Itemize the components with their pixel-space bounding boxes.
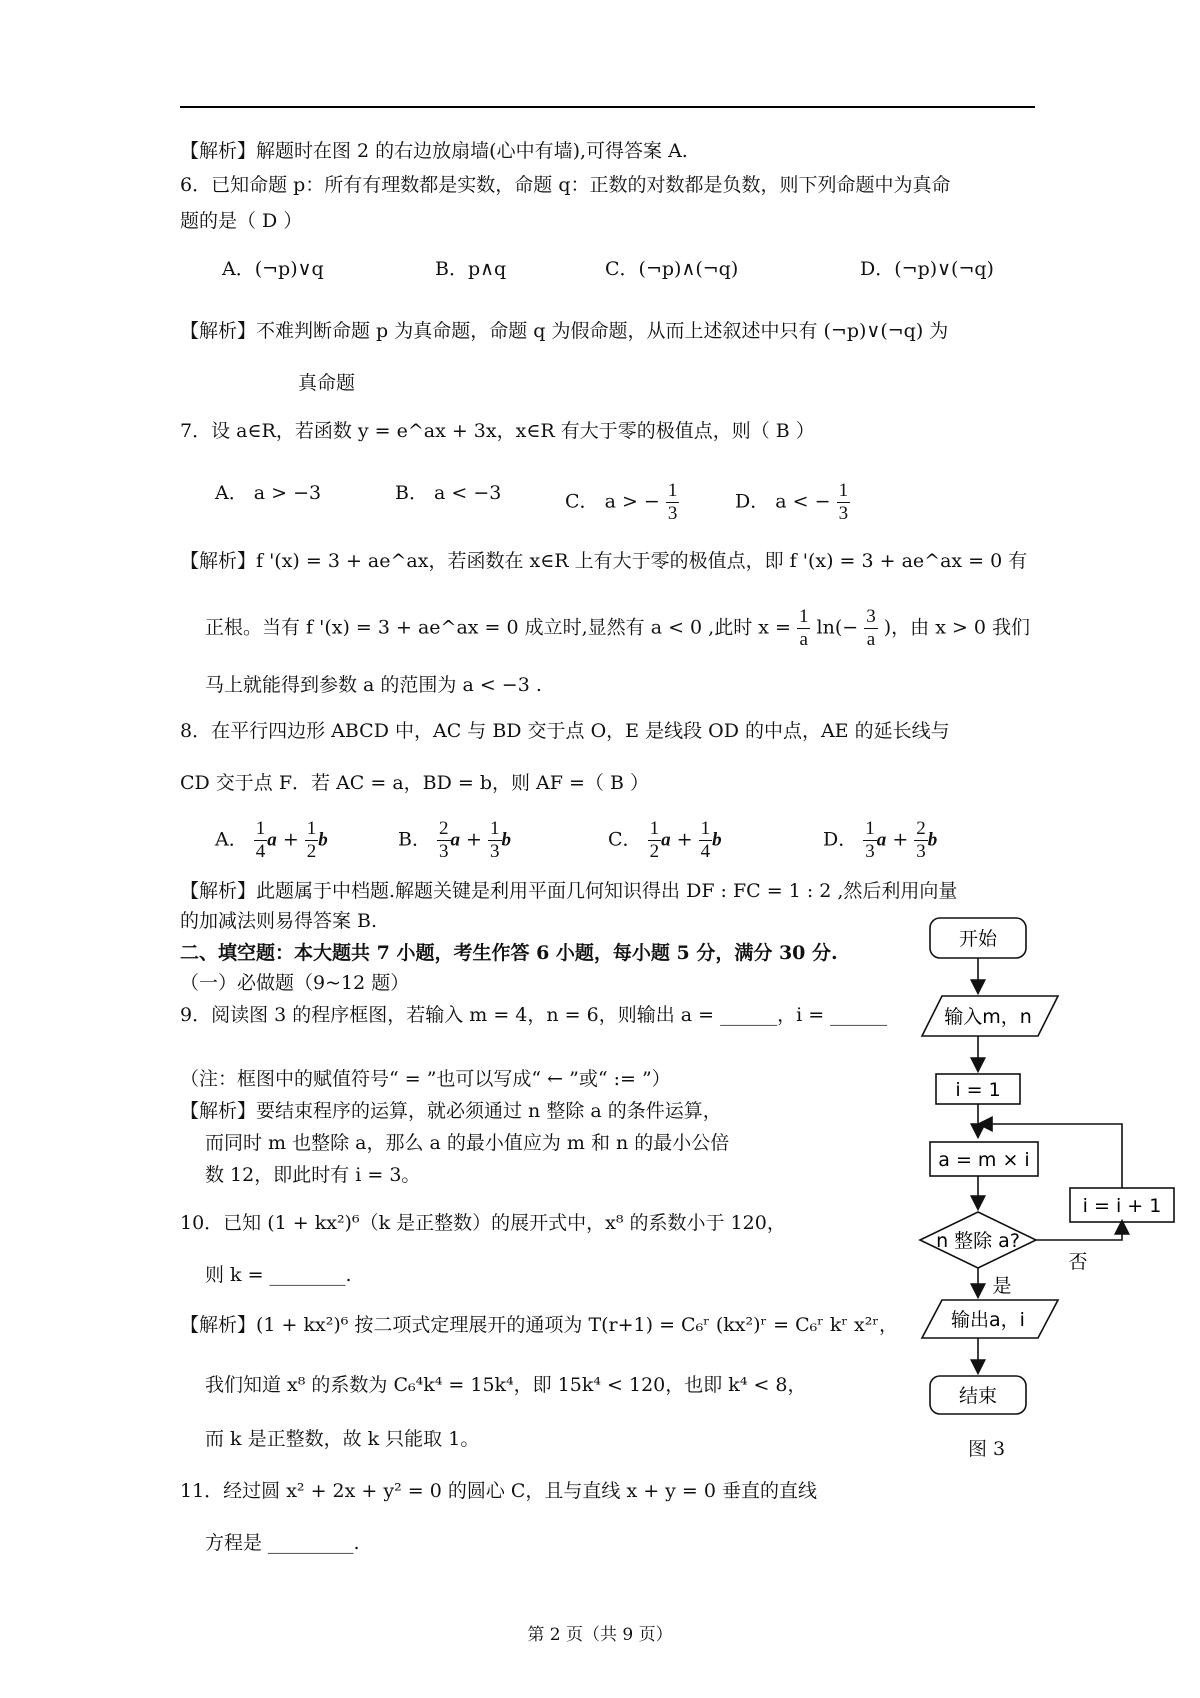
section-2-subheading: （一）必做题（9~12 题） bbox=[180, 972, 410, 994]
flow-init-label: i = 1 bbox=[955, 1079, 1001, 1101]
flow-end-label: 结束 bbox=[958, 1385, 998, 1407]
q8-solution-line1: 【解析】此题属于中档题.解题关键是利用平面几何知识得出 DF : FC = 1 : 2 ,然后利用向量 bbox=[180, 880, 958, 902]
question-7: 7．设 a∈R，若函数 y = e^ax + 3x，x∈R 有大于零的极值点，则（ B ） bbox=[180, 420, 815, 442]
q7-solution-line1: 【解析】f '(x) = 3 + ae^ax，若函数在 x∈R 上有大于零的极值点，即 f '(x) = 3 + ae^ax = 0 有 bbox=[180, 550, 1028, 572]
section-2-heading: 二、填空题：本大题共 7 小题，考生作答 6 小题，每小题 5 分，满分 30 分. bbox=[180, 942, 838, 964]
question-6-line1: 6．已知命题 p：所有有理数都是实数，命题 q：正数的对数都是负数，则下列命题中为真命 bbox=[180, 174, 951, 196]
q6-solution-line1: 【解析】不难判断命题 p 为真命题，命题 q 为假命题，从而上述叙述中只有 (¬p)∨(¬q) 为 bbox=[180, 320, 949, 342]
flow-no-label: 否 bbox=[1068, 1251, 1088, 1273]
q9-solution-line2: 而同时 m 也整除 a，那么 a 的最小值应为 m 和 n 的最小公倍 bbox=[205, 1132, 730, 1154]
q10-solution-line1: 【解析】(1 + kx²)⁶ 按二项式定理展开的通项为 T(r+1) = C₆ʳ (kx²)ʳ = C₆ʳ kʳ x²ʳ， bbox=[180, 1314, 898, 1336]
header-rule bbox=[180, 106, 1035, 108]
question-11-line1: 11．经过圆 x² + 2x + y² = 0 的圆心 C，且与直线 x + y = 0 垂直的直线 bbox=[180, 1480, 818, 1502]
solution-q5: 【解析】解题时在图 2 的右边放扇墙(心中有墙),可得答案 A. bbox=[180, 140, 688, 162]
flow-input-label: 输入m，n bbox=[944, 1006, 1032, 1028]
question-6-line2: 题的是（ D ） bbox=[180, 210, 303, 232]
q10-solution-line2: 我们知道 x⁸ 的系数为 C₆⁴k⁴ = 15k⁴，即 15k⁴ < 120，也即 k⁴ < 8， bbox=[205, 1374, 807, 1396]
q8-option-a: A． $\frac{1}{4}$ a + $\frac{1}{2}$ b bbox=[215, 818, 328, 862]
question-8-line2: CD 交于点 F．若 AC = a，BD = b，则 AF =（ B ） bbox=[180, 772, 649, 794]
question-10-line2: 则 k = ________. bbox=[205, 1264, 352, 1286]
q7-option-c-fraction: $\frac{1}{3}$ bbox=[667, 480, 678, 524]
q7-solution-line2: 正根。当有 f '(x) = 3 + ae^ax = 0 成立时,显然有 a < 0 ,此时 x = $\frac{1}{a}$ ln(− $\frac{3}{a}$ )，由 x > 0 我们 bbox=[205, 606, 1031, 650]
program-flowchart bbox=[900, 910, 1180, 1430]
question-9: 9．阅读图 3 的程序框图，若输入 m = 4，n = 6，则输出 a = ______，i = ______ bbox=[180, 1004, 888, 1026]
q7-option-d-fraction: $\frac{1}{3}$ bbox=[838, 480, 849, 524]
q8-option-d: D． $\frac{1}{3}$ a + $\frac{2}{3}$ b bbox=[823, 818, 938, 862]
question-10-line1: 10．已知 (1 + kx²)⁶（k 是正整数）的展开式中，x⁸ 的系数小于 120， bbox=[180, 1212, 786, 1234]
q7-solution-frac1: $\frac{1}{a}$ bbox=[798, 606, 809, 650]
q9-solution-line1: 【解析】要结束程序的运算，就必须通过 n 整除 a 的条件运算， bbox=[180, 1100, 722, 1122]
q7-solution-frac2: $\frac{3}{a}$ bbox=[866, 606, 876, 650]
flow-assign-label: a = m × i bbox=[938, 1149, 1030, 1171]
q7-option-a: A． a > −3 bbox=[215, 482, 322, 504]
q7-option-d bbox=[735, 480, 850, 525]
q7-option-c bbox=[565, 480, 679, 525]
q7-solution-line3: 马上就能得到参数 a 的范围为 a < −3 . bbox=[205, 674, 542, 696]
question-11-line2: 方程是 _________. bbox=[205, 1532, 360, 1554]
q9-solution-line3: 数 12，即此时有 i = 3。 bbox=[205, 1164, 421, 1186]
flow-increment-label: i = i + 1 bbox=[1082, 1195, 1162, 1217]
q6-option-d: D．(¬p)∨(¬q) bbox=[860, 258, 994, 280]
q6-option-b: B．p∧q bbox=[435, 258, 507, 280]
flow-start-label: 开始 bbox=[958, 928, 998, 950]
q6-option-c: C．(¬p)∧(¬q) bbox=[605, 258, 739, 280]
q8-solution-line2: 的加减法则易得答案 B. bbox=[180, 910, 378, 932]
flow-condition-label: n 整除 a? bbox=[936, 1230, 1020, 1252]
figure-3-caption: 图 3 bbox=[968, 1438, 1006, 1460]
q6-option-a: A．(¬p)∨q bbox=[222, 258, 324, 280]
question-8-line1: 8．在平行四边形 ABCD 中，AC 与 BD 交于点 O，E 是线段 OD 的中点，AE 的延长线与 bbox=[180, 720, 950, 742]
flow-yes-label: 是 bbox=[992, 1275, 1012, 1297]
q7-option-b: B． a < −3 bbox=[395, 482, 502, 504]
q7-option-d-text: D． a < − bbox=[735, 490, 831, 513]
q9-note: （注：框图中的赋值符号“ = ”也可以写成“ ← ”或“ := ”） bbox=[180, 1068, 671, 1090]
page-footer: 第 2 页（共 9 页） bbox=[527, 1625, 673, 1645]
q10-solution-line3: 而 k 是正整数，故 k 只能取 1。 bbox=[205, 1428, 480, 1450]
flow-output-label: 输出a，i bbox=[951, 1309, 1025, 1331]
q8-option-c: C． $\frac{1}{2}$ a + $\frac{1}{4}$ b bbox=[608, 818, 722, 862]
q6-solution-line2: 真命题 bbox=[298, 372, 356, 394]
q8-option-b: B． $\frac{2}{3}$ a + $\frac{1}{3}$ b bbox=[398, 818, 512, 862]
q7-option-c-text: C． a > − bbox=[565, 490, 660, 513]
